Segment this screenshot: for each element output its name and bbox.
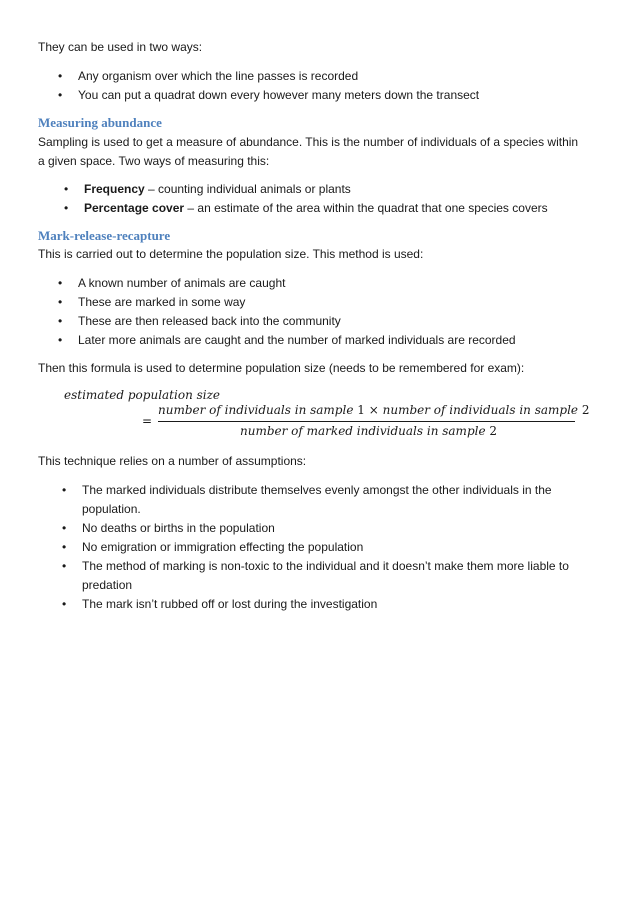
transect-uses-list	[58, 67, 598, 105]
formula-numerator: number of individuals in sample 1 × number of individuals in sample 2	[158, 403, 590, 417]
list-item: • The mark isn’t rubbed off or lost during the investigation	[62, 595, 572, 614]
list-item: • These are then released back into the community	[58, 312, 598, 331]
mrr-text: This is carried out to determine the population size. This method is used:	[38, 247, 424, 261]
bullet-icon: •	[62, 540, 67, 554]
list-item: • The marked individuals distribute themselves evenly amongst the other individuals in the population.	[62, 483, 552, 516]
bullet-icon: •	[62, 483, 67, 497]
bullet-icon: •	[64, 182, 69, 196]
bullet-icon: •	[62, 521, 67, 535]
assumptions-list	[62, 481, 572, 614]
mrr-steps-list	[58, 274, 598, 350]
abundance-list	[64, 180, 598, 218]
intro-text: They can be used in two ways:	[38, 40, 203, 54]
formula-lhs: estimated population size	[64, 388, 221, 402]
list-item: • The method of marking is non-toxic to the individual and it doesn’t make them more liable to predation	[62, 559, 569, 592]
bullet-icon: •	[58, 69, 63, 83]
list-item: • A known number of animals are caught	[58, 274, 598, 293]
list-item: • These are marked in some way	[58, 293, 598, 312]
bullet-icon: •	[62, 559, 67, 573]
bullet-icon: •	[64, 201, 69, 215]
list-item: • No deaths or births in the population	[62, 519, 572, 538]
bullet-icon: •	[58, 295, 63, 309]
term-percentage-cover: Percentage cover	[84, 201, 185, 215]
mrr-heading: Mark-release-recapture	[38, 228, 171, 243]
list-item: • Percentage cover – an estimate of the area within the quadrat that one species covers	[64, 199, 598, 218]
fraction-bar	[158, 421, 575, 422]
bullet-icon: •	[58, 276, 63, 290]
list-item: • Any organism over which the line passes is recorded	[58, 67, 598, 86]
term-frequency: Frequency	[84, 182, 145, 196]
list-item: • No emigration or immigration effecting the population	[62, 538, 572, 557]
formula-equals: =	[142, 414, 153, 428]
assumptions-intro: This technique relies on a number of assumptions:	[38, 454, 307, 468]
formula-intro: Then this formula is used to determine population size (needs to be remembered for exam):	[38, 361, 525, 375]
list-item: • You can put a quadrat down every however many meters down the transect	[58, 86, 598, 105]
list-item: • Frequency – counting individual animals or plants	[64, 180, 598, 199]
formula-denominator: number of marked individuals in sample 2	[240, 424, 498, 438]
bullet-icon: •	[62, 597, 67, 611]
abundance-text: Sampling is used to get a measure of abundance. This is the number of individuals of a species within a given space. Two ways of measuring this:	[38, 135, 579, 168]
bullet-icon: •	[58, 88, 63, 102]
bullet-icon: •	[58, 333, 63, 347]
abundance-heading: Measuring abundance	[38, 115, 162, 130]
list-item: • Later more animals are caught and the number of marked individuals are recorded	[58, 331, 598, 350]
bullet-icon: •	[58, 314, 63, 328]
